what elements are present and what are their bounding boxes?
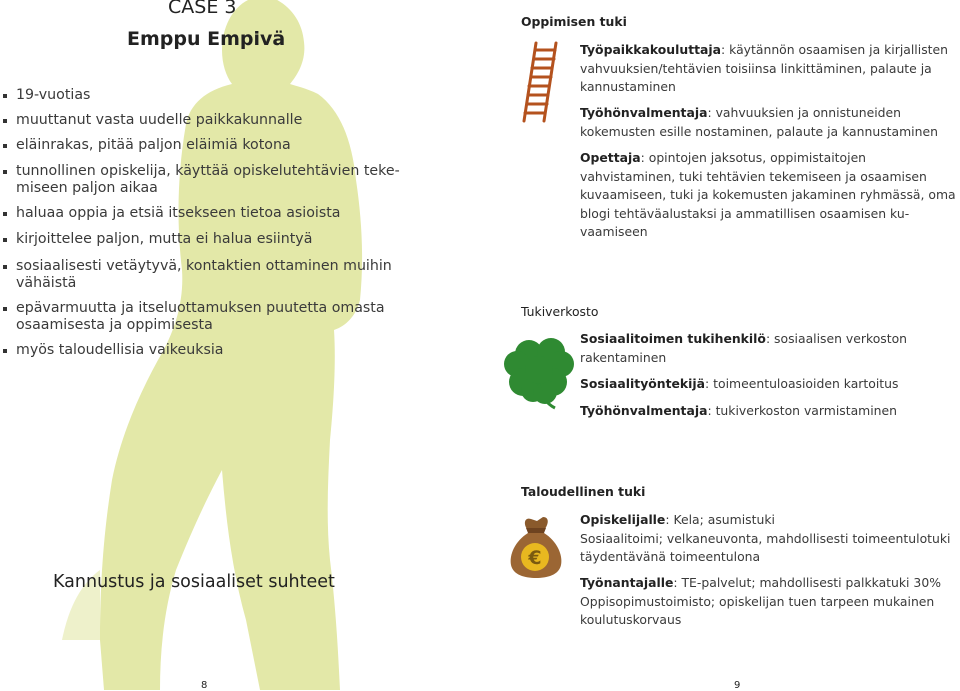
euro-money-bag-icon [507, 515, 565, 579]
bullet-item: tunnollinen opiskelija, käyttää opiskelutehtävien teke-miseen paljon aikaa [16, 163, 406, 197]
entry-social-support-person: Sosiaalitoimen tukihenkilö: sosiaalisen verkoston rakentaminen [580, 331, 908, 365]
bullet-item: sosiaalisesti vetäytyvä, kontaktien ottaminen muihin vähäistä [16, 258, 406, 292]
entry-workplace-trainer: Työpaikkakouluttaja: käytännön osaamisen ja kirjallisten vahvuuksien/tehtävien toisiinsa linkittäminen, palaute ja kannustaminen [580, 42, 948, 94]
entry-job-coach-network: Työhönvalmentaja: tukiverkoston varmistaminen [580, 403, 898, 418]
heading-learning-support: Oppimisen tuki [521, 14, 627, 29]
bullet-item: 19-vuotias [16, 87, 406, 104]
entry-employer-support: Työnantajalle: TE-palvelut; mahdollisesti palkkatuki 30% Oppisopimustoimisto; opiskelijan tuen tarpeen mukainen koulutuskorvaus [580, 575, 941, 627]
bullet-item: eläinrakas, pitää paljon eläimiä kotona [16, 137, 406, 154]
bullet-marker [3, 144, 7, 148]
bullet-marker [3, 265, 7, 269]
ladder-icon [520, 40, 560, 124]
entry-student-support: Opiskelijalle: Kela; asumistuki Sosiaalitoimi; velkaneuvonta, mahdollisesti toimeentulotuki täydentävänä toimeentulona [580, 512, 951, 564]
entry-teacher: Opettaja: opintojen jaksotus, oppimistaitojen vahvistaminen, tuki tehtävien tekemiseen ja osaamisen kuvaamiseen, tuki ja kokemusten jakaminen ryhmässä, oma blogi tehtäväalustaksi ja ammatillisen osaamisen ku-vaamiseen [580, 150, 956, 239]
bullet-item: epävarmuutta ja itseluottamuksen puutetta omasta osaamisesta ja oppimisesta [16, 300, 406, 334]
bullet-marker [3, 94, 7, 98]
bullet-marker [3, 238, 7, 242]
bullet-item: myös taloudellisia vaikeuksia [16, 342, 406, 359]
page-number-left: 8 [201, 680, 208, 691]
svg-text:€: € [528, 547, 542, 569]
heading-financial-support: Taloudellinen tuki [521, 484, 646, 499]
case-label: CASE 3 [168, 0, 237, 18]
bullet-marker [3, 170, 7, 174]
entry-job-coach: Työhönvalmentaja: vahvuuksien ja onnistuneiden kokemusten esille nostaminen, palaute ja kannustaminen [580, 105, 938, 139]
case-name: Emppu Empivä [127, 28, 286, 50]
bullet-item: kirjoittelee paljon, mutta ei halua esiintyä [16, 231, 406, 248]
four-leaf-clover-icon [503, 334, 577, 410]
bullet-item: muuttanut vasta uudelle paikkakunnalle [16, 112, 406, 129]
bullet-marker [3, 212, 7, 216]
section-title-encouragement: Kannustus ja sosiaaliset suhteet [53, 572, 335, 592]
page-number-right: 9 [734, 680, 741, 691]
bullet-item: haluaa oppia ja etsiä itsekseen tietoa asioista [16, 205, 406, 222]
bullet-marker [3, 307, 7, 311]
bullet-marker [3, 119, 7, 123]
bullet-marker [3, 349, 7, 353]
entry-social-worker: Sosiaalityöntekijä: toimeentuloasioiden kartoitus [580, 376, 899, 391]
heading-support-network: Tukiverkosto [521, 304, 599, 319]
